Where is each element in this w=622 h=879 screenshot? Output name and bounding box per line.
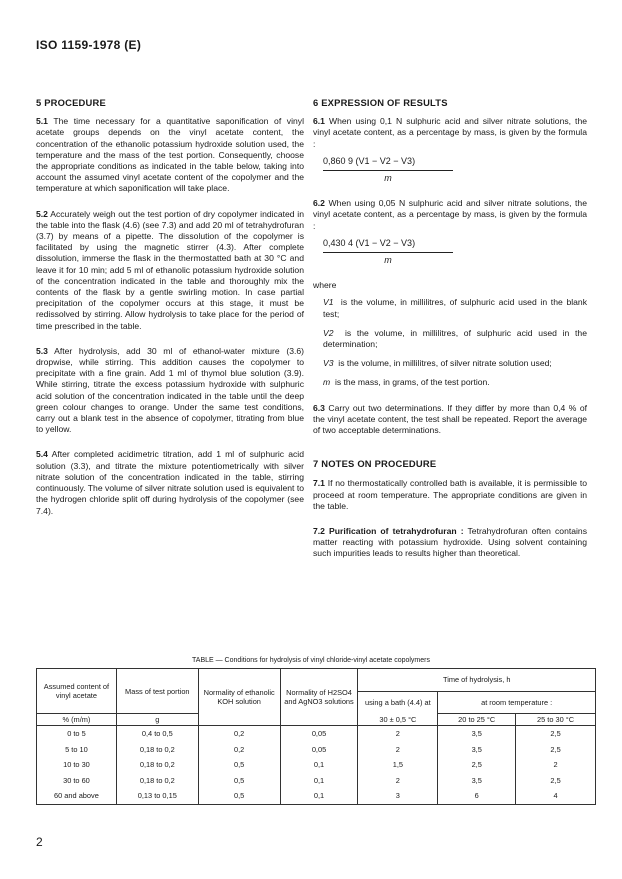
- header-room-1: 20 to 25 °C: [438, 714, 516, 726]
- header-unit-percent: % (m/m): [37, 714, 117, 726]
- header-assumed-content: Assumed content of vinyl acetate: [37, 669, 117, 714]
- section-heading-procedure: 5 PROCEDURE: [36, 97, 106, 108]
- header-mass: Mass of test portion: [116, 669, 198, 714]
- header-h2so4-normality: Normality of H2SO4 and AgNO3 solutions: [280, 669, 358, 726]
- header-bath: using a bath (4.4) at: [358, 691, 438, 714]
- left-column: [36, 97, 304, 528]
- section-heading-results: 6 EXPRESSION OF RESULTS: [313, 97, 448, 108]
- table-row: 0 to 5 0,4 to 0,5 0,2 0,05 2 3,5 2,5: [37, 726, 596, 742]
- table-title: TABLE — Conditions for hydrolysis of vinyl chloride-vinyl acetate copolymers: [192, 657, 430, 664]
- where-label: where: [313, 280, 337, 291]
- header-koh-normality: Normality of ethanolic KOH solution: [198, 669, 280, 726]
- table-row: 5 to 10 0,18 to 0,2 0,2 0,05 2 3,5 2,5: [37, 742, 596, 758]
- header-unit-g: g: [116, 714, 198, 726]
- header-time: Time of hydrolysis, h: [358, 669, 596, 692]
- definition-v3: V3 is the volume, in millilitres, of silver nitrate solution used;: [323, 358, 552, 369]
- definition-v2: V2 is the volume, in millilitres, of sulphuric acid used in the determination;: [323, 327, 587, 350]
- page-number: 2: [36, 835, 43, 849]
- table-row: 60 and above 0,13 to 0,15 0,5 0,1 3 6 4: [37, 788, 596, 804]
- paragraph-5-2: 5.2 Accurately weigh out the test portion of dry copolymer indicated in the table into the flask (4.6) (see 7.3) and add 20 ml of tetrahydrofuran (3.7) by means of a pipette. The dissolution of the copolymer is facilitated by using the magnetic stirrer (4.3). After complete dissolution, immerse the flask in the thermostatted bath at 30 °C and leave it for 10 min; add 5 ml of ethanolic potassium hydroxide solution of the concentration indicated in the table and thoroughly mix the contents of the flask by a gentle swirling motion. In case partial precipitation of the copolymer occurs at this stage, it must be redissolved by stirring. Allow hydrolysis to take place for the period of time prescribed in the table.: [36, 208, 304, 331]
- document-header: ISO 1159-1978 (E): [36, 38, 142, 52]
- header-room: at room temperature :: [438, 691, 596, 714]
- paragraph-5-4: 5.4 After completed acidimetric titration, add 1 ml of sulphuric acid solution (3.3), and titrate the mixture potentiometrically with silver nitrate solution of the concentration indicated in the table, stirring continuously. The volume of silver nitrate solution used is equivalent to the hydrogen chloride split off during hydrolysis of the copolymer (see 7.4).: [36, 449, 304, 516]
- right-column: [313, 97, 587, 571]
- paragraph-6-1: 6.1 When using 0,1 N sulphuric acid and silver nitrate solutions, the vinyl acetate content, as a percentage by mass, is given by the formula :: [313, 116, 587, 149]
- header-room-2: 25 to 30 °C: [516, 714, 596, 726]
- paragraph-7-1: 7.1 If no thermostatically controlled bath is available, it is permissible to proceed at room temperature. The appropriate conditions are given in the table.: [313, 478, 587, 511]
- section-heading-notes: 7 NOTES ON PROCEDURE: [313, 458, 437, 470]
- paragraph-7-2: 7.2 Purification of tetrahydrofuran : Tetrahydrofuran often contains matter reacting with potassium hydroxide. Using solvent containing such impurities leads to results higher than theoretical.: [313, 526, 588, 559]
- paragraph-6-3: 6.3 Carry out two determinations. If they differ by more than 0,4 % of the vinyl acetate content, the test shall be repeated. Report the average of two acceptable determinations.: [313, 402, 587, 436]
- definition-m: m is the mass, in grams, of the test portion.: [323, 377, 490, 388]
- definition-v1: V1 is the volume, in millilitres, of sulphuric acid used in the blank test;: [323, 297, 587, 319]
- table-row: 10 to 30 0,18 to 0,2 0,5 0,1 1,5 2,5 2: [37, 757, 596, 773]
- formula-6-2: 0,430 4 (V1 − V2 − V3) m: [323, 238, 453, 266]
- table-row: 30 to 60 0,18 to 0,2 0,5 0,1 2 3,5 2,5: [37, 773, 596, 789]
- paragraph-6-2: 6.2 When using 0,05 N sulphuric acid and silver nitrate solutions, the vinyl acetate content, as a percentage by mass, is given by the formula :: [313, 198, 587, 231]
- header-bath-temp: 30 ± 0,5 °C: [358, 714, 438, 726]
- paragraph-5-3: 5.3 After hydrolysis, add 30 ml of ethanol-water mixture (3.6) dropwise, while stirring. This addition causes the copolymer to precipitate with a fine grain. Add 1 ml of thymol blue solution (3.9). While stirring, titrate the excess potassium hydroxide with sulphuric acid solution of the concentration indicated in the table until the deep green colour changes to orange. Under the same test conditions, carry out a blank test in the absence of copolymer, titrating from blue to yellow.: [36, 345, 304, 435]
- paragraph-5-1: 5.1 The time necessary for a quantitative saponification of vinyl acetate groups depends on the vinyl acetate content, the concentration of the ethanolic potassium hydroxide solution used, the temperature and the mass of the test portion. Consequently, choose the appropriate conditions as indicated in the table below, taking into account the assumed vinyl acetate content of the copolymer and the temperature at which saponification will take place.: [36, 116, 304, 194]
- formula-6-1: 0,860 9 (V1 − V2 − V3) m: [323, 156, 453, 184]
- hydrolysis-conditions-table: [36, 668, 596, 805]
